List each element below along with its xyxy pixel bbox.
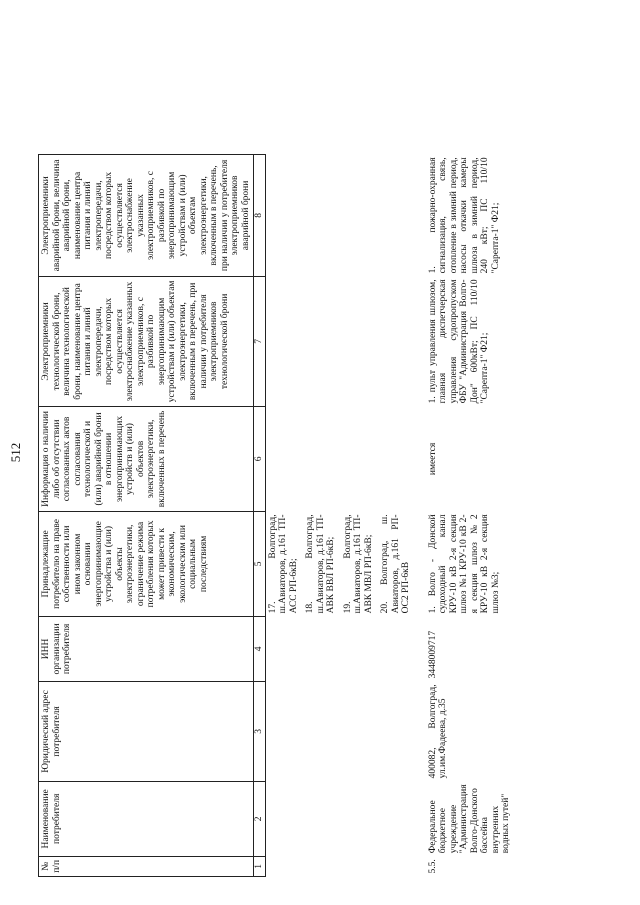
entry-acts: имеется (427, 442, 438, 476)
column-number: 7 (254, 276, 266, 406)
continuation-row (265, 154, 420, 876)
header-legal-address: Юридический адрес потребителя (39, 681, 254, 781)
header-number: № п/п (39, 856, 254, 876)
header-consumer-name: Наименование потребителя (39, 781, 254, 856)
entry-legal-address: 400082, Волгоград, ул.им.Фадеева, д.35 (427, 684, 448, 779)
header-tech-reserve: Электроприемники технологической брони, величина технологической брони, наименование центра питания и линий электропередачи, посредством которых осуществляется электроснабжение указанных электроприемников, с разбивкой по энергопринимающим устройствам и (или) объектам электроэнергетики, включенным в перечень, при наличии у потребителя электроприемников технологической брони (39, 276, 254, 406)
entry-emergency-reserve: 1. пожарно-охранная сигнализация, связь, отопление в зимний период, насосы откачки камеры шлюза в зимний период, 240 кВт; ПС 110/10 "Сарепта-1" Ф21; (427, 157, 501, 274)
column-number: 2 (254, 781, 266, 856)
table-header-row (39, 154, 254, 876)
column-number: 5 (254, 511, 266, 616)
list-item: 17. Волгоград, ш.Авиаторов, д.161 ТП-АСС РП-6кВ; (267, 514, 299, 614)
column-number: 1 (254, 856, 266, 876)
column-number-row (254, 154, 266, 876)
entry-number: 5.5. (427, 859, 438, 874)
list-item: 19. Волгоград, ш.Авиаторов, д.161 ТП-АВК МВЛ РП-6кВ; (342, 514, 374, 614)
list-item: 18. Волгоград, ш.Авиаторов, д.161 ТП-АВК ВВЛ РП-6кВ; (305, 514, 336, 614)
entry-devices: 1. Волго - Донской судоходный канал КРУ-10 кВ 2-я секция шлюз №1 КРУ-10 кВ 2-я секция шлюз №2 КРУ-10 кВ 2-я секция шлюз №3; (427, 514, 501, 614)
continuation-items (265, 511, 420, 616)
header-devices: Принадлежащие потребителю на праве собственности или ином законном основании энергопринимающие устройства и (или) объекты электроэнергетики, ограничение режима потребления которых может привести к экономическим, экологическим или социальным последствиям (39, 511, 254, 616)
entry-tech-reserve: 1. пульт управления шлюзом, главная диспетчерская управления судопропуском ФБУ "Администрация Волго-Дон" 600кВт; ПС 110/10 "Сарепта-1" Ф21; (427, 279, 490, 404)
column-number: 8 (254, 154, 266, 276)
consumer-table (38, 154, 514, 877)
page-number: 512 (8, 442, 23, 463)
entry-consumer-name: Федеральное бюджетное учреждение "Администрация Волго-Донского бассейна внутренних водных путей" (427, 784, 511, 854)
header-emergency-reserve: Электроприемники аварийной брони, величина аварийной брони, наименование центра питания и линий электропередачи, посредством которых осуществляется электроснабжение указанных электроприемников, с разбивкой по энергопринимающим устройствам и (или) объектам электроэнергетики, включенным в перечень, при наличии у потребителя электроприемников аварийной брони (39, 154, 254, 276)
column-number: 3 (254, 681, 266, 781)
header-acts: Информация о наличии либо об отсутствии согласованных актов согласования технологической и (или) аварийной брони в отношении энергопринимающих устройств и (или) объектов электроэнергетики, включенных в перечень (39, 406, 254, 511)
table-row (420, 154, 514, 876)
header-inn: ИНН организации потребителя (39, 616, 254, 681)
list-item: 20. Волгоград, ш. Авиаторов, д.161 РП-ОС2 РП-6кВ (380, 514, 411, 614)
column-number: 4 (254, 616, 266, 681)
entry-inn: 3448009717 (427, 630, 438, 679)
column-number: 6 (254, 406, 266, 511)
